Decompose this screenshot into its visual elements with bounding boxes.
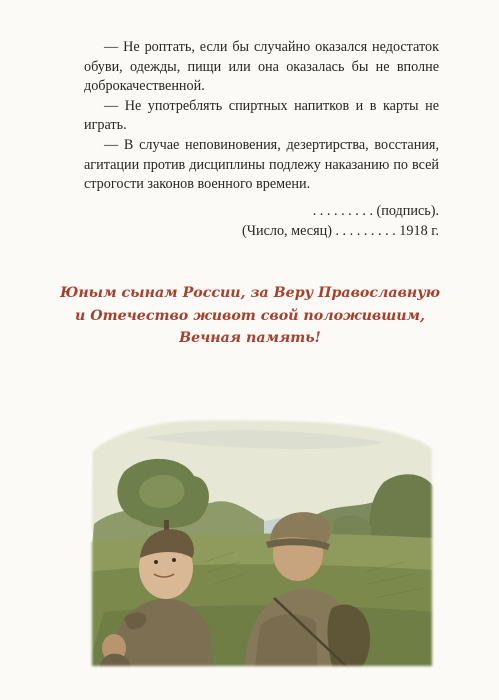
memorial-line-3: Вечная память! <box>179 330 321 346</box>
memorial-line-2: и Отечество живот свой положившим, <box>75 307 425 324</box>
memorial-inscription <box>60 282 440 350</box>
oath-text <box>84 38 439 242</box>
soldiers-illustration <box>84 412 440 674</box>
oath-paragraph-1: — Не роптать, если бы случайно оказался недостаток обуви, одежды, пищи или она оказалась бы не вполне доброкачественной. <box>84 39 439 95</box>
date-line: (Число, месяц) . . . . . . . . . 1918 г. <box>242 223 439 240</box>
oath-paragraph-2: — Не употреблять спиртных напитков и в карты не играть. <box>84 97 439 134</box>
illustration-image <box>84 412 440 674</box>
oath-paragraph-3: — В случае неповиновения, дезертирства, восстания, агитации против дисциплины подлежу наказанию по всей строгости законов военного времени. <box>84 136 439 193</box>
signature-line: . . . . . . . . . (подпись). <box>312 202 439 219</box>
memorial-line-1: Юным сынам России, за Веру Православную <box>60 285 440 301</box>
